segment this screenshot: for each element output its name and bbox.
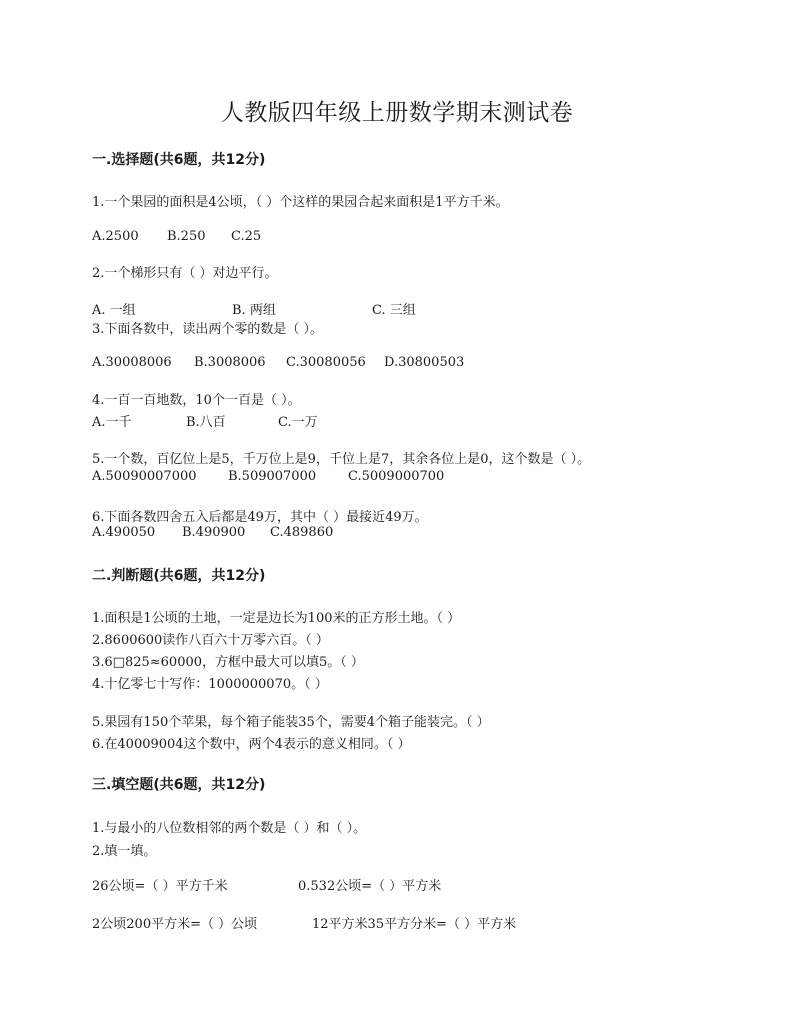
option-a: A.490050: [92, 525, 156, 540]
choice-question-3: 3.下面各数中，读出两个零的数是（ ）。: [92, 322, 324, 337]
fill-item: 2公顷200平方米=（ ）公顷: [92, 917, 258, 932]
page-title: 人教版四年级上册数学期末测试卷: [220, 100, 574, 126]
fill-question-1: 1.与最小的八位数相邻的两个数是（ ）和（ ）。: [92, 821, 367, 836]
option-d: D.30800503: [384, 355, 465, 370]
option-a: A.50090007000: [92, 469, 197, 484]
option-c: C.30080056: [286, 355, 366, 370]
option-b: B.3008006: [194, 355, 266, 370]
option-b: B.490900: [182, 525, 246, 540]
choice-question-5: 5.一个数，百亿位上是5，千万位上是9，千位上是7，其余各位上是0，这个数是（ ）。: [92, 452, 591, 467]
fill-item: 26公顷=（ ）平方千米: [92, 879, 228, 894]
option-c: C.489860: [270, 525, 334, 540]
choice-question-4: 4.一百一百地数，10个一百是（ ）。: [92, 393, 301, 408]
fill-item: 12平方米35平方分米=（ ）平方米: [312, 917, 517, 932]
option-c: C.一万: [278, 415, 318, 430]
option-a: A. 一组: [92, 303, 136, 318]
judge-question-5: 5.果园有150个苹果，每个箱子能装35个，需要4个箱子能装完。（ ）: [92, 715, 490, 730]
section-fill-heading: 三.填空题(共6题，共12分): [92, 777, 266, 793]
option-b: B.250: [167, 229, 206, 244]
choice-question-2: 2.一个梯形只有（ ）对边平行。: [92, 266, 278, 281]
judge-question-1: 1.面积是1公顷的土地，一定是边长为100米的正方形土地。（ ）: [92, 611, 461, 626]
section-choice-heading: 一.选择题(共6题，共12分): [92, 152, 266, 168]
option-c: C. 三组: [372, 303, 416, 318]
judge-question-3: 3.6□825≈60000，方框中最大可以填5。（ ）: [92, 655, 364, 670]
fill-question-2: 2.填一填。: [92, 844, 157, 859]
option-c: C.5009000700: [348, 469, 445, 484]
option-b: B. 两组: [232, 303, 276, 318]
option-a: A.一千: [92, 415, 132, 430]
choice-question-1: 1.一个果园的面积是4公顷，（ ）个这样的果园合起来面积是1平方千米。: [92, 195, 509, 210]
option-b: B.八百: [186, 415, 226, 430]
option-a: A.2500: [92, 229, 139, 244]
judge-question-6: 6.在40009004这个数中，两个4表示的意义相同。（ ）: [92, 737, 411, 752]
option-a: A.30008006: [92, 355, 172, 370]
option-c: C.25: [231, 229, 262, 244]
choice-question-6: 6.下面各数四舍五入后都是49万，其中（ ）最接近49万。: [92, 510, 428, 525]
judge-question-4: 4.十亿零七十写作：1000000070。（ ）: [92, 677, 328, 692]
fill-item: 0.532公顷=（ ）平方米: [298, 879, 442, 894]
option-b: B.509007000: [228, 469, 317, 484]
section-judge-heading: 二.判断题(共6题，共12分): [92, 568, 266, 584]
judge-question-2: 2.8600600读作八百六十万零六百。（ ）: [92, 633, 329, 648]
